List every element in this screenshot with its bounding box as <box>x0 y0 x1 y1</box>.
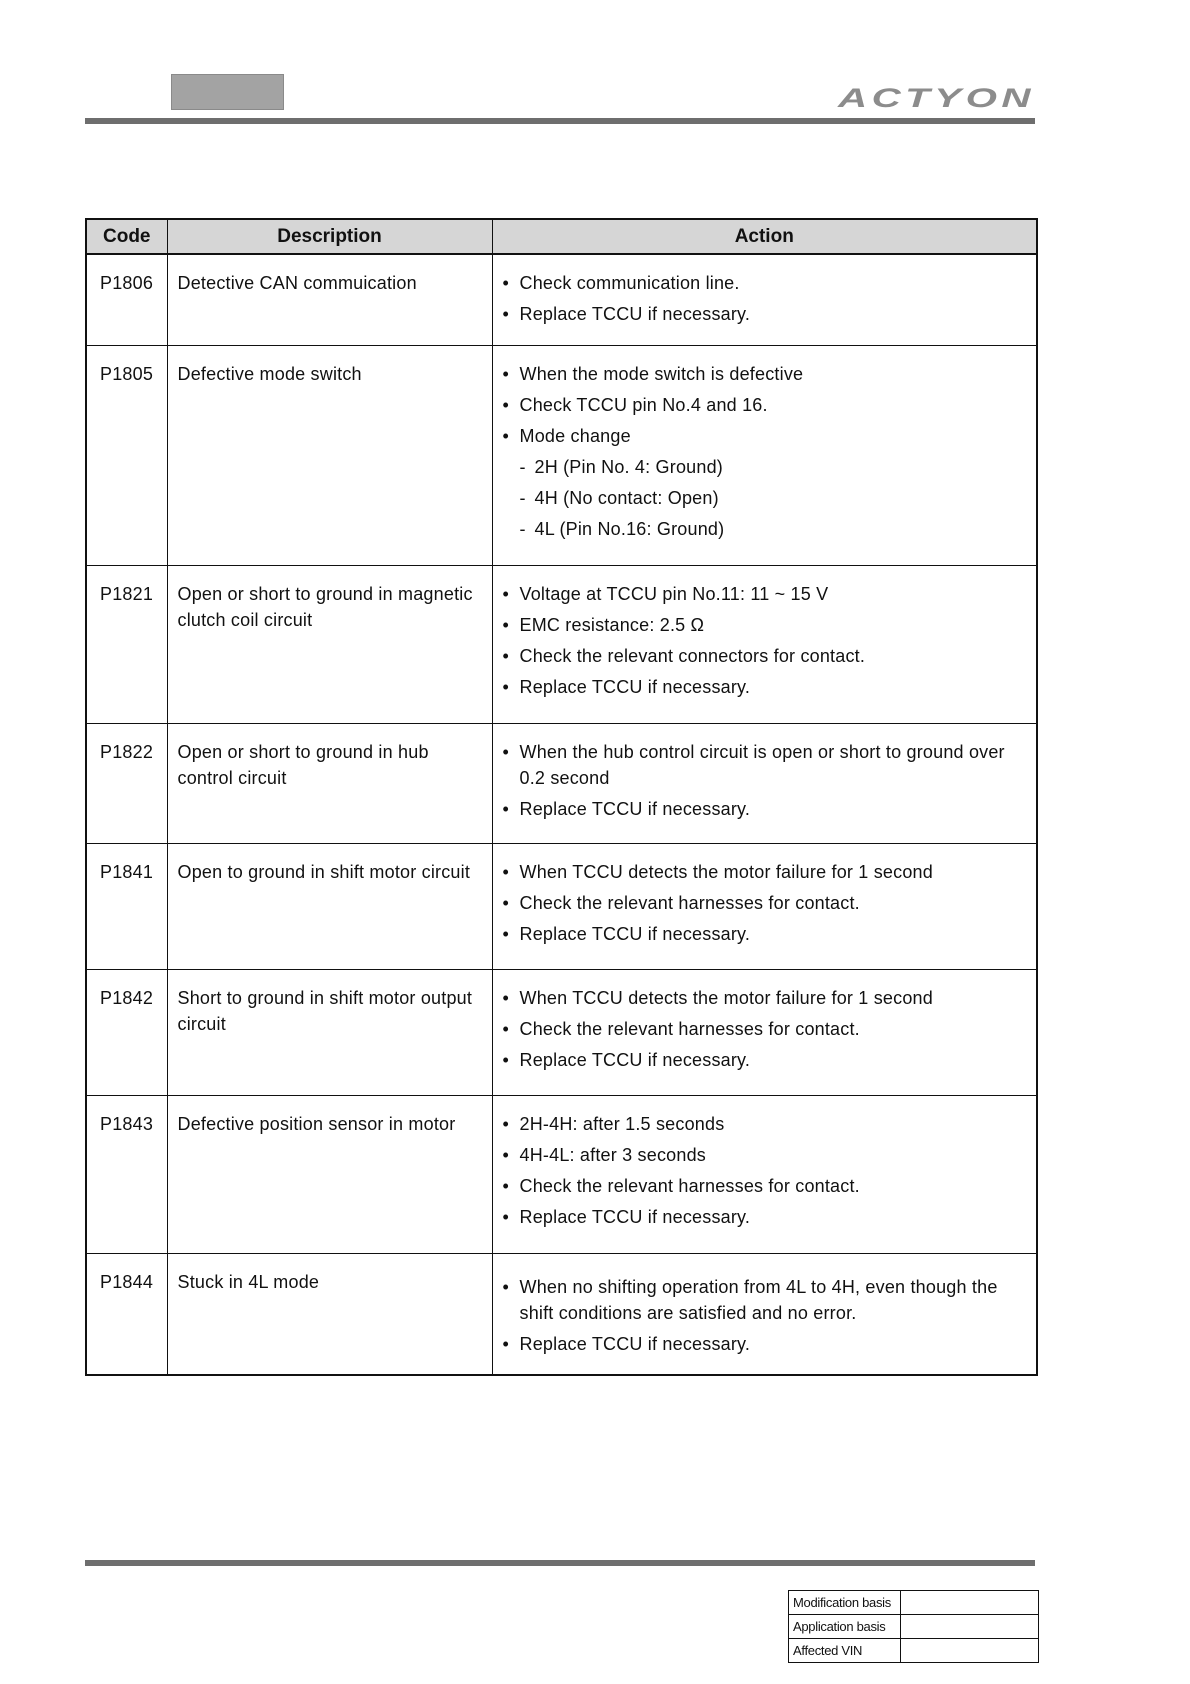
table-row <box>86 1253 1037 1375</box>
table-row <box>86 969 1037 1095</box>
header-rule <box>85 118 1035 124</box>
dtc-actions <box>492 565 1037 723</box>
dtc-description: Open or short to ground in hub control circuit <box>167 723 492 843</box>
dtc-description: Stuck in 4L mode <box>167 1253 492 1375</box>
action-item: • Mode change <box>503 423 1029 449</box>
action-item: • Replace TCCU if necessary. <box>503 674 1029 700</box>
dtc-description: Defective mode switch <box>167 345 492 565</box>
action-item: • Voltage at TCCU pin No.11: 11 ~ 15 V <box>503 581 1029 607</box>
action-item: • Check the relevant harnesses for contact. <box>503 1016 1029 1042</box>
footer-rule <box>85 1560 1035 1566</box>
table-row <box>86 843 1037 969</box>
dtc-description: Open to ground in shift motor circuit <box>167 843 492 969</box>
table-row <box>86 345 1037 565</box>
revision-label: Application basis <box>789 1615 901 1639</box>
col-header-action: Action <box>492 219 1037 254</box>
revision-info-table <box>788 1590 1039 1663</box>
actyon-logo <box>835 84 1035 110</box>
col-header-code: Code <box>86 219 167 254</box>
revision-value <box>901 1591 1039 1615</box>
action-item: • When the mode switch is defective <box>503 361 1029 387</box>
dtc-table <box>85 218 1038 1376</box>
dtc-actions <box>492 1253 1037 1375</box>
action-item: • Replace TCCU if necessary. <box>503 1331 1029 1357</box>
action-item: • When TCCU detects the motor failure for 1 second <box>503 985 1029 1011</box>
revision-row <box>789 1639 1039 1663</box>
dtc-code: P1821 <box>86 565 167 723</box>
action-item: • Check TCCU pin No.4 and 16. <box>503 392 1029 418</box>
action-item: • EMC resistance: 2.5 Ω <box>503 612 1029 638</box>
revision-value <box>901 1615 1039 1639</box>
col-header-description: Description <box>167 219 492 254</box>
action-item: • When the hub control circuit is open or short to ground over 0.2 second <box>503 739 1029 791</box>
action-item: • Replace TCCU if necessary. <box>503 1204 1029 1230</box>
dtc-actions <box>492 345 1037 565</box>
table-row <box>86 254 1037 345</box>
revision-row <box>789 1615 1039 1639</box>
revision-value <box>901 1639 1039 1663</box>
dtc-actions <box>492 843 1037 969</box>
action-subitem: - 2H (Pin No. 4: Ground) <box>503 454 1029 480</box>
action-item: • When no shifting operation from 4L to 4H, even though the shift conditions are satisfied and no error. <box>503 1274 1029 1326</box>
action-item: • Check the relevant harnesses for contact. <box>503 1173 1029 1199</box>
dtc-description: Short to ground in shift motor output circuit <box>167 969 492 1095</box>
action-item: • Replace TCCU if necessary. <box>503 1047 1029 1073</box>
dtc-code: P1806 <box>86 254 167 345</box>
revision-row <box>789 1591 1039 1615</box>
dtc-code: P1843 <box>86 1095 167 1253</box>
dtc-code: P1841 <box>86 843 167 969</box>
dtc-actions <box>492 1095 1037 1253</box>
dtc-actions <box>492 254 1037 345</box>
action-item: • Check communication line. <box>503 270 1029 296</box>
action-item: • 2H-4H: after 1.5 seconds <box>503 1111 1029 1137</box>
dtc-actions <box>492 723 1037 843</box>
table-row <box>86 565 1037 723</box>
dtc-description: Defective position sensor in motor <box>167 1095 492 1253</box>
action-item: • Replace TCCU if necessary. <box>503 301 1029 327</box>
action-item: • Check the relevant harnesses for contact. <box>503 890 1029 916</box>
action-subitem: - 4L (Pin No.16: Ground) <box>503 516 1029 542</box>
dtc-code: P1822 <box>86 723 167 843</box>
dtc-actions <box>492 969 1037 1095</box>
dtc-code: P1842 <box>86 969 167 1095</box>
table-header-row <box>86 219 1037 254</box>
action-item: • Replace TCCU if necessary. <box>503 796 1029 822</box>
action-item: • 4H-4L: after 3 seconds <box>503 1142 1029 1168</box>
action-item: • When TCCU detects the motor failure for 1 second <box>503 859 1029 885</box>
action-item: • Check the relevant connectors for contact. <box>503 643 1029 669</box>
dtc-description: Open or short to ground in magnetic clutch coil circuit <box>167 565 492 723</box>
table-row <box>86 1095 1037 1253</box>
revision-label: Affected VIN <box>789 1639 901 1663</box>
revision-label: Modification basis <box>789 1591 901 1615</box>
action-subitem: - 4H (No contact: Open) <box>503 485 1029 511</box>
dtc-code: P1844 <box>86 1253 167 1375</box>
svg-text:ACTYON: ACTYON <box>836 84 1035 110</box>
action-item: • Replace TCCU if necessary. <box>503 921 1029 947</box>
header-section-tab <box>171 74 284 110</box>
table-row <box>86 723 1037 843</box>
dtc-code: P1805 <box>86 345 167 565</box>
dtc-description: Detective CAN commuication <box>167 254 492 345</box>
